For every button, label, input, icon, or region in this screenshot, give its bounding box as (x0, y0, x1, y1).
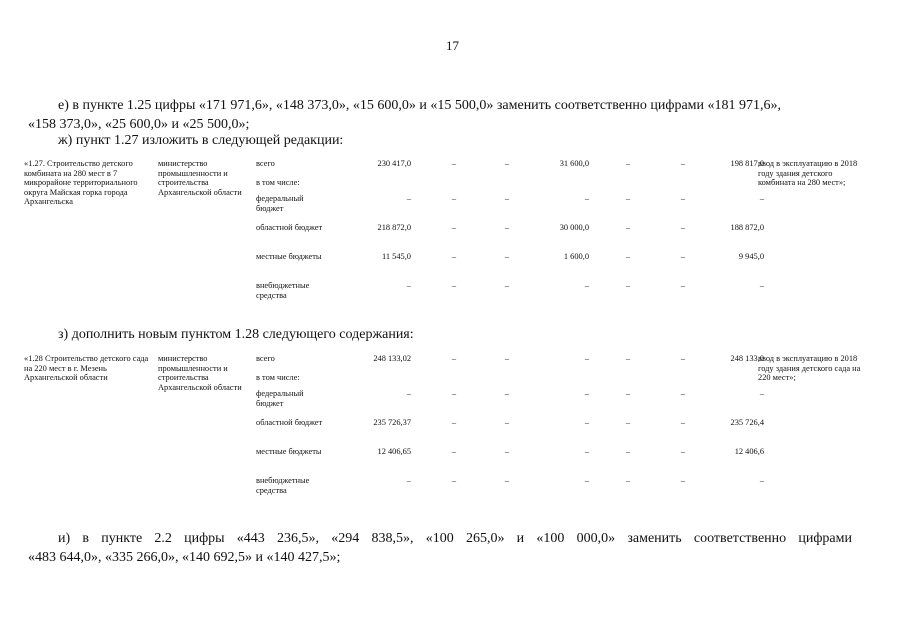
funding-value-cell: 198 817,0 (730, 159, 764, 168)
funding-value-cell: – (680, 354, 686, 363)
funding-value-cell: – (584, 418, 589, 427)
funding-value-cell: – (625, 194, 631, 203)
funding-value-cell: – (625, 476, 631, 485)
funding-source-label: федеральный бюджет (256, 389, 304, 408)
object-name-cell: «1.28 Строительство детского сада на 220 мест в г. Мезень Архангельской области (24, 354, 149, 383)
funding-value-cell: – (625, 223, 631, 232)
funding-value-cell: 248 133,0 (730, 354, 764, 363)
object-name-cell: «1.27. Строительство детского комбината на 280 мест в 7 микрорайоне территориального округа Майская горка города Архангельска (24, 159, 138, 207)
funding-value-cell: 218 872,0 (377, 223, 411, 232)
funding-value-cell: – (504, 418, 510, 427)
funding-value-cell: – (625, 418, 631, 427)
funding-value-cell: 235 726,4 (730, 418, 764, 427)
funding-value-cell: 31 600,0 (559, 159, 589, 168)
funding-value-cell: – (451, 159, 457, 168)
table-item-1-27 (24, 159, 880, 309)
funding-value-cell: – (504, 389, 510, 398)
funding-value-cell: 230 417,0 (377, 159, 411, 168)
funding-source-label: местные бюджеты (256, 447, 322, 456)
funding-value-cell: 11 545,0 (381, 252, 411, 261)
funding-value-cell: – (584, 447, 589, 456)
funding-source-label: федеральный бюджет (256, 194, 304, 213)
funding-value-cell: – (680, 281, 686, 290)
funding-value-cell: – (504, 223, 510, 232)
executor-cell: министерство промышленности и строительства Архангельской области (158, 159, 242, 197)
funding-value-cell: – (584, 281, 589, 290)
funding-value-cell: – (504, 194, 510, 203)
funding-value-cell: – (451, 194, 457, 203)
funding-value-cell: – (680, 194, 686, 203)
funding-value-cell: – (584, 476, 589, 485)
funding-source-label: всего (256, 354, 275, 363)
funding-value-cell: – (504, 252, 510, 261)
funding-source-label: местные бюджеты (256, 252, 322, 261)
paragraph-e-line1: е) в пункте 1.25 цифры «171 971,6», «148 373,0», «15 600,0» и «15 500,0» заменить соответственно цифрами «181 971,6», (58, 98, 782, 113)
funding-value-cell: – (680, 476, 686, 485)
paragraph-i-line2: «483 644,0», «335 266,0», «140 692,5» и «140 427,5»; (28, 550, 341, 565)
funding-value-cell: – (584, 354, 589, 363)
funding-value-cell: – (680, 418, 686, 427)
funding-value-cell: – (406, 281, 411, 290)
funding-value-cell: – (759, 281, 764, 290)
funding-value-cell: – (451, 252, 457, 261)
funding-value-cell: – (504, 354, 510, 363)
funding-value-cell: – (406, 194, 411, 203)
funding-value-cell: – (451, 389, 457, 398)
funding-value-cell: – (680, 159, 686, 168)
funding-value-cell: – (504, 447, 510, 456)
funding-source-label: областной бюджет (256, 418, 323, 427)
result-cell: ввод в эксплуатацию в 2018 году здания детского сада на 220 мест»; (758, 354, 861, 383)
funding-value-cell: – (451, 354, 457, 363)
page-number: 17 (446, 38, 459, 53)
funding-value-cell: 30 000,0 (559, 223, 589, 232)
funding-value-cell: 188 872,0 (730, 223, 764, 232)
funding-value-cell: – (759, 389, 764, 398)
funding-value-cell: 12 406,6 (734, 447, 764, 456)
funding-value-cell: – (680, 389, 686, 398)
paragraph-z: з) дополнить новым пунктом 1.28 следующего содержания: (58, 327, 414, 342)
table-item-1-28 (24, 354, 880, 504)
funding-value-cell: – (406, 389, 411, 398)
result-cell: ввод в эксплуатацию в 2018 году здания детского комбината на 280 мест»; (758, 159, 858, 188)
paragraph-i-line1: и) в пункте 2.2 цифры «443 236,5», «294 838,5», «100 265,0» и «100 000,0» заменить соответственно цифрами (58, 531, 852, 546)
funding-value-cell: – (625, 354, 631, 363)
funding-value-cell: – (680, 223, 686, 232)
funding-value-cell: 248 133,02 (373, 354, 411, 363)
funding-source-label: в том числе: (256, 178, 300, 187)
funding-value-cell: – (625, 281, 631, 290)
funding-value-cell: – (625, 447, 631, 456)
funding-value-cell: – (759, 194, 764, 203)
funding-source-label: всего (256, 159, 275, 168)
funding-value-cell: 9 945,0 (738, 252, 764, 261)
funding-value-cell: 12 406,65 (377, 447, 411, 456)
funding-source-label: областной бюджет (256, 223, 323, 232)
funding-value-cell: 235 726,37 (373, 418, 411, 427)
funding-value-cell: – (451, 281, 457, 290)
funding-value-cell: – (451, 223, 457, 232)
funding-value-cell: – (625, 389, 631, 398)
paragraph-e-line2: «158 373,0», «25 600,0» и «25 500,0»; (28, 117, 250, 132)
funding-value-cell: – (504, 476, 510, 485)
funding-value-cell: – (451, 418, 457, 427)
funding-value-cell: – (504, 159, 510, 168)
funding-source-label: внебюджетные средства (256, 281, 310, 300)
funding-value-cell: – (451, 476, 457, 485)
funding-value-cell: – (680, 252, 686, 261)
funding-value-cell: – (584, 389, 589, 398)
funding-source-label: внебюджетные средства (256, 476, 310, 495)
funding-value-cell: – (625, 159, 631, 168)
funding-source-label: в том числе: (256, 373, 300, 382)
executor-cell: министерство промышленности и строительства Архангельской области (158, 354, 242, 392)
funding-value-cell: – (504, 281, 510, 290)
funding-value-cell: – (680, 447, 686, 456)
funding-value-cell: – (406, 476, 411, 485)
funding-value-cell: – (584, 194, 589, 203)
paragraph-zh: ж) пункт 1.27 изложить в следующей редакции: (58, 133, 344, 148)
funding-value-cell: – (759, 476, 764, 485)
funding-value-cell: – (451, 447, 457, 456)
funding-value-cell: – (625, 252, 631, 261)
funding-value-cell: 1 600,0 (563, 252, 589, 261)
